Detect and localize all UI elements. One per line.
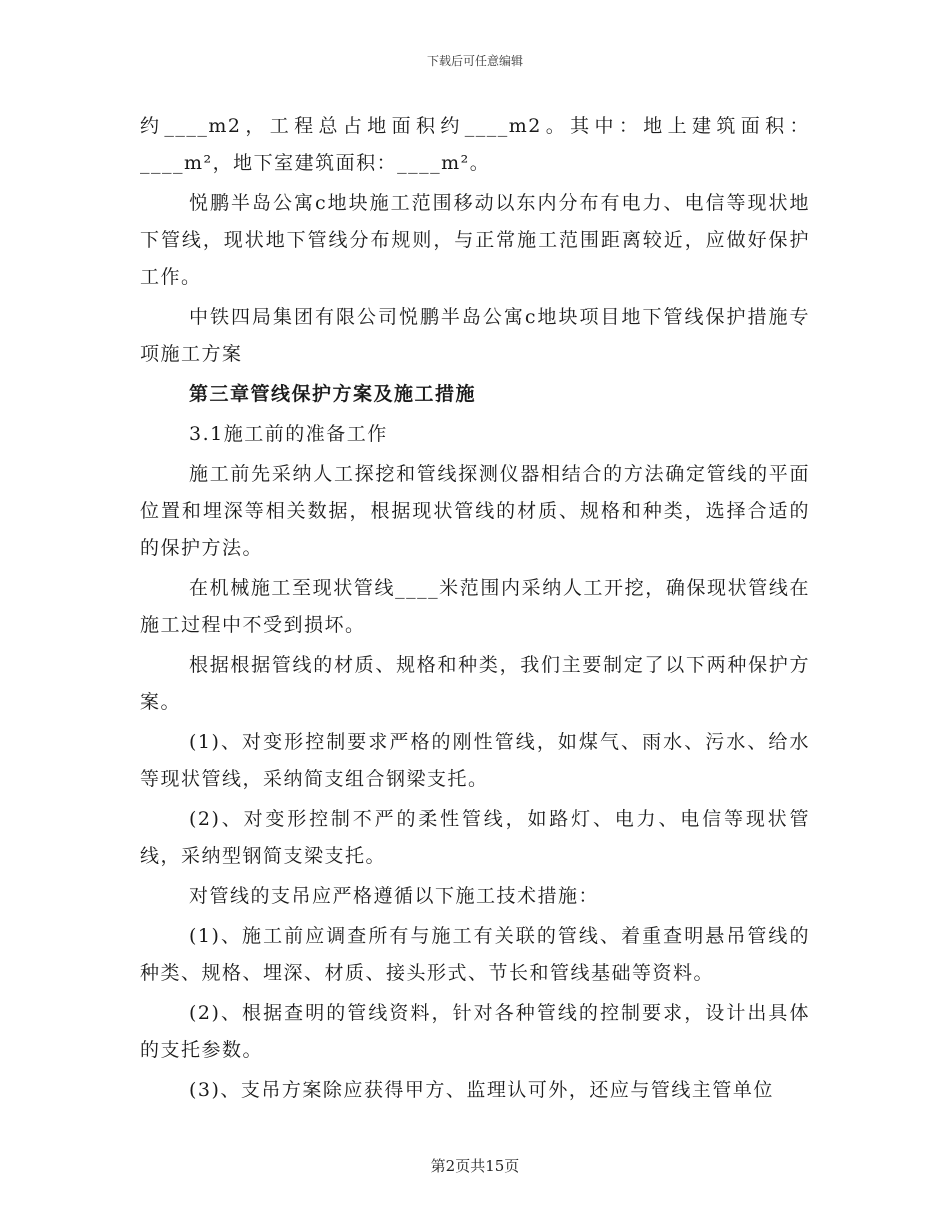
page-header: 下载后可任意编辑 (426, 54, 523, 68)
page-footer: 第2页共15页 (430, 1157, 520, 1175)
chapter-heading: 第三章管线保护方案及施工措施 (189, 383, 477, 405)
section-title: 3.1施工前的准备工作 (189, 423, 388, 445)
paragraph-7: 在机械施工至现状管线____米范围内采纳人工开挖，确保现状管线在施工过程中不受到损坏。 (140, 577, 810, 636)
paragraph-6: 施工前先采纳人工探挖和管线探测仪器相结合的方法确定管线的平面位置和埋深等相关数据，根据现状管线的材质、规格和种类，选择合适的的保护方法。 (140, 463, 810, 559)
paragraph-11: 对管线的支吊应严格遵循以下施工技术措施： (189, 885, 600, 907)
measure-item-1: (1)、施工前应调查所有与施工有关联的管线、着重查明悬吊管线的种类、规格、埋深、材质、接头形式、节长和管线基础等资料。 (140, 925, 810, 984)
paragraph-2: 悦鹏半岛公寓c地块施工范围移动以东内分布有电力、电信等现状地下管线，现状地下管线分布规则，与正常施工范围距离较近，应做好保护工作。 (140, 192, 810, 288)
measure-item-3: (3)、支吊方案除应获得甲方、监理认可外，还应与管线主管单位 (189, 1079, 774, 1101)
paragraph-1: 约____m2，工程总占地面积约____m2。其中：地上建筑面积：____m²，地下室建筑面积：____m²。 (140, 115, 810, 174)
paragraph-8: 根据根据管线的材质、规格和种类，我们主要制定了以下两种保护方案。 (140, 654, 810, 713)
measure-item-2: (2)、根据查明的管线资料，针对各种管线的控制要求，设计出具体的支托参数。 (140, 1002, 810, 1061)
document-body (140, 108, 810, 1112)
paragraph-3: 中铁四局集团有限公司悦鹏半岛公寓c地块项目地下管线保护措施专项施工方案 (140, 306, 810, 365)
list-item-2: (2)、对变形控制不严的柔性管线，如路灯、电力、电信等现状管线，采纳型钢简支梁支托。 (140, 808, 810, 867)
list-item-1: (1)、对变形控制要求严格的刚性管线，如煤气、雨水、污水、给水等现状管线，采纳简支组合钢梁支托。 (140, 731, 810, 790)
